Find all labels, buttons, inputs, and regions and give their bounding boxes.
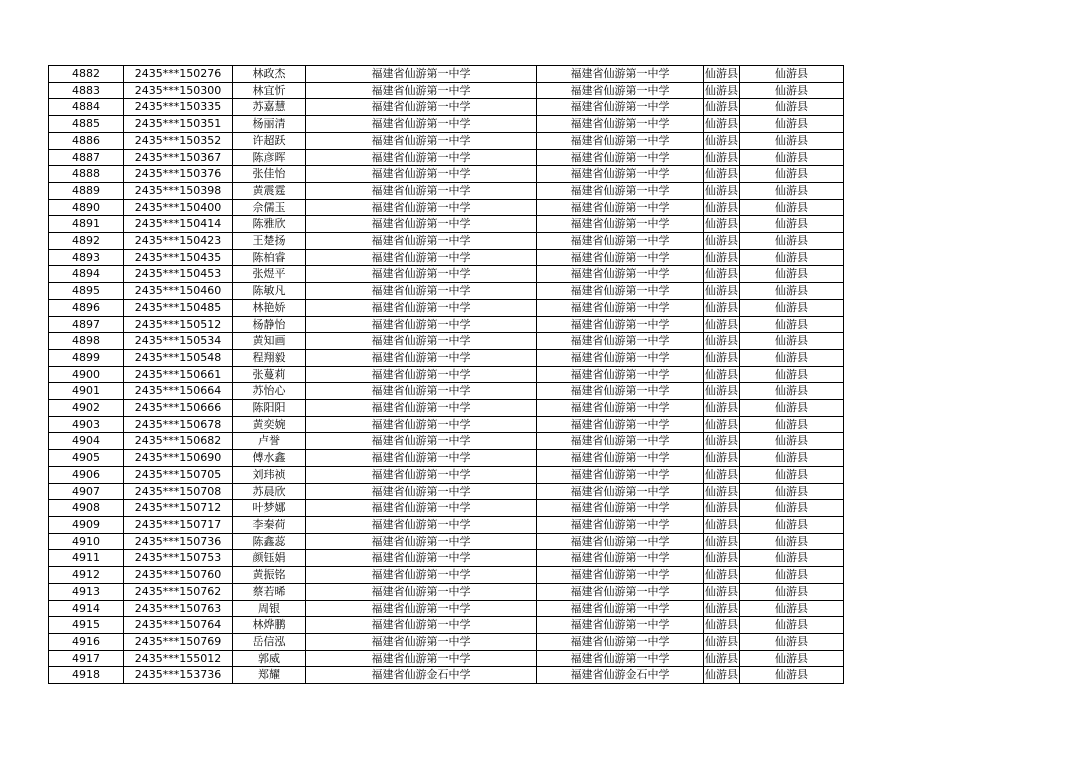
- id-cell: 2435***150760: [124, 567, 233, 584]
- county-cell-2: 仙游县: [740, 116, 844, 133]
- seq-cell: 4913: [49, 583, 124, 600]
- school-cell-2: 福建省仙游第一中学: [537, 366, 704, 383]
- id-cell: 2435***150666: [124, 400, 233, 417]
- table-row: [49, 383, 844, 400]
- school-cell-2: 福建省仙游第一中学: [537, 316, 704, 333]
- county-cell-2: 仙游县: [740, 283, 844, 300]
- county-cell: 仙游县: [704, 533, 740, 550]
- seq-cell: 4888: [49, 166, 124, 183]
- school-cell: 福建省仙游第一中学: [306, 283, 537, 300]
- name-cell: 林艳娇: [233, 299, 306, 316]
- school-cell: 福建省仙游第一中学: [306, 66, 537, 83]
- id-cell: 2435***150398: [124, 182, 233, 199]
- county-cell-2: 仙游县: [740, 166, 844, 183]
- school-cell-2: 福建省仙游第一中学: [537, 416, 704, 433]
- name-cell: 许超跃: [233, 132, 306, 149]
- seq-cell: 4900: [49, 366, 124, 383]
- school-cell: 福建省仙游第一中学: [306, 650, 537, 667]
- seq-cell: 4905: [49, 450, 124, 467]
- id-cell: 2435***150351: [124, 116, 233, 133]
- id-cell: 2435***153736: [124, 667, 233, 684]
- id-cell: 2435***150512: [124, 316, 233, 333]
- school-cell: 福建省仙游第一中学: [306, 450, 537, 467]
- county-cell: 仙游县: [704, 550, 740, 567]
- county-cell-2: 仙游县: [740, 99, 844, 116]
- table-row: [49, 366, 844, 383]
- table-row: [49, 400, 844, 417]
- name-cell: 苏嘉慧: [233, 99, 306, 116]
- id-cell: 2435***150376: [124, 166, 233, 183]
- table-row: [49, 516, 844, 533]
- table-row: [49, 633, 844, 650]
- name-cell: 蔡若晞: [233, 583, 306, 600]
- school-cell-2: 福建省仙游第一中学: [537, 99, 704, 116]
- seq-cell: 4892: [49, 233, 124, 250]
- county-cell: 仙游县: [704, 316, 740, 333]
- name-cell: 程翔毅: [233, 349, 306, 366]
- name-cell: 黄奕婉: [233, 416, 306, 433]
- id-cell: 2435***150661: [124, 366, 233, 383]
- name-cell: 卢誉: [233, 433, 306, 450]
- school-cell-2: 福建省仙游第一中学: [537, 216, 704, 233]
- table-row: [49, 567, 844, 584]
- name-cell: 张蔓莉: [233, 366, 306, 383]
- seq-cell: 4901: [49, 383, 124, 400]
- county-cell: 仙游县: [704, 216, 740, 233]
- id-cell: 2435***150736: [124, 533, 233, 550]
- id-cell: 2435***150753: [124, 550, 233, 567]
- name-cell: 张煜平: [233, 266, 306, 283]
- name-cell: 黄振铭: [233, 567, 306, 584]
- school-cell: 福建省仙游第一中学: [306, 500, 537, 517]
- id-cell: 2435***150712: [124, 500, 233, 517]
- seq-cell: 4916: [49, 633, 124, 650]
- county-cell-2: 仙游县: [740, 149, 844, 166]
- county-cell: 仙游县: [704, 416, 740, 433]
- school-cell: 福建省仙游第一中学: [306, 416, 537, 433]
- county-cell: 仙游县: [704, 433, 740, 450]
- table-row: [49, 66, 844, 83]
- school-cell: 福建省仙游第一中学: [306, 383, 537, 400]
- seq-cell: 4885: [49, 116, 124, 133]
- county-cell: 仙游县: [704, 99, 740, 116]
- school-cell-2: 福建省仙游第一中学: [537, 266, 704, 283]
- name-cell: 周银: [233, 600, 306, 617]
- county-cell-2: 仙游县: [740, 233, 844, 250]
- county-cell: 仙游县: [704, 383, 740, 400]
- table-row: [49, 283, 844, 300]
- seq-cell: 4886: [49, 132, 124, 149]
- name-cell: 陈鑫蕊: [233, 533, 306, 550]
- id-cell: 2435***150763: [124, 600, 233, 617]
- seq-cell: 4883: [49, 82, 124, 99]
- table-row: [49, 149, 844, 166]
- school-cell: 福建省仙游第一中学: [306, 149, 537, 166]
- school-cell-2: 福建省仙游第一中学: [537, 132, 704, 149]
- table-row: [49, 500, 844, 517]
- school-cell: 福建省仙游第一中学: [306, 583, 537, 600]
- table-row: [49, 99, 844, 116]
- name-cell: 颜钰娟: [233, 550, 306, 567]
- school-cell-2: 福建省仙游第一中学: [537, 116, 704, 133]
- school-cell: 福建省仙游第一中学: [306, 617, 537, 634]
- school-cell-2: 福建省仙游第一中学: [537, 333, 704, 350]
- school-cell: 福建省仙游第一中学: [306, 316, 537, 333]
- id-cell: 2435***150460: [124, 283, 233, 300]
- county-cell-2: 仙游县: [740, 199, 844, 216]
- county-cell-2: 仙游县: [740, 249, 844, 266]
- seq-cell: 4917: [49, 650, 124, 667]
- school-cell-2: 福建省仙游第一中学: [537, 567, 704, 584]
- county-cell: 仙游县: [704, 466, 740, 483]
- county-cell-2: 仙游县: [740, 533, 844, 550]
- seq-cell: 4909: [49, 516, 124, 533]
- name-cell: 李秦荷: [233, 516, 306, 533]
- school-cell: 福建省仙游第一中学: [306, 483, 537, 500]
- county-cell-2: 仙游县: [740, 516, 844, 533]
- school-cell-2: 福建省仙游第一中学: [537, 466, 704, 483]
- county-cell-2: 仙游县: [740, 349, 844, 366]
- school-cell: 福建省仙游第一中学: [306, 516, 537, 533]
- school-cell-2: 福建省仙游第一中学: [537, 199, 704, 216]
- school-cell-2: 福建省仙游第一中学: [537, 149, 704, 166]
- school-cell-2: 福建省仙游第一中学: [537, 249, 704, 266]
- table-row: [49, 650, 844, 667]
- county-cell: 仙游县: [704, 299, 740, 316]
- county-cell-2: 仙游县: [740, 333, 844, 350]
- seq-cell: 4895: [49, 283, 124, 300]
- id-cell: 2435***150276: [124, 66, 233, 83]
- id-cell: 2435***150453: [124, 266, 233, 283]
- id-cell: 2435***150300: [124, 82, 233, 99]
- table-row: [49, 450, 844, 467]
- school-cell-2: 福建省仙游第一中学: [537, 82, 704, 99]
- school-cell: 福建省仙游第一中学: [306, 466, 537, 483]
- school-cell: 福建省仙游第一中学: [306, 567, 537, 584]
- school-cell: 福建省仙游第一中学: [306, 400, 537, 417]
- seq-cell: 4891: [49, 216, 124, 233]
- table-row: [49, 600, 844, 617]
- county-cell: 仙游县: [704, 199, 740, 216]
- table-row: [49, 550, 844, 567]
- county-cell: 仙游县: [704, 166, 740, 183]
- county-cell: 仙游县: [704, 182, 740, 199]
- table-row: [49, 299, 844, 316]
- county-cell: 仙游县: [704, 483, 740, 500]
- school-cell: 福建省仙游第一中学: [306, 166, 537, 183]
- school-cell-2: 福建省仙游第一中学: [537, 433, 704, 450]
- name-cell: 陈雅欣: [233, 216, 306, 233]
- name-cell: 郑耀: [233, 667, 306, 684]
- school-cell-2: 福建省仙游第一中学: [537, 600, 704, 617]
- name-cell: 黄知画: [233, 333, 306, 350]
- county-cell-2: 仙游县: [740, 450, 844, 467]
- county-cell-2: 仙游县: [740, 316, 844, 333]
- table-row: [49, 667, 844, 684]
- county-cell-2: 仙游县: [740, 567, 844, 584]
- school-cell: 福建省仙游第一中学: [306, 533, 537, 550]
- school-cell: 福建省仙游第一中学: [306, 433, 537, 450]
- school-cell: 福建省仙游第一中学: [306, 99, 537, 116]
- school-cell-2: 福建省仙游第一中学: [537, 650, 704, 667]
- school-cell-2: 福建省仙游第一中学: [537, 450, 704, 467]
- id-cell: 2435***150485: [124, 299, 233, 316]
- county-cell-2: 仙游县: [740, 366, 844, 383]
- id-cell: 2435***150769: [124, 633, 233, 650]
- name-cell: 林政杰: [233, 66, 306, 83]
- table-row: [49, 233, 844, 250]
- school-cell-2: 福建省仙游第一中学: [537, 483, 704, 500]
- name-cell: 陈阳阳: [233, 400, 306, 417]
- table-row: [49, 166, 844, 183]
- school-cell: 福建省仙游第一中学: [306, 550, 537, 567]
- enrollment-table: [48, 65, 844, 684]
- id-cell: 2435***150764: [124, 617, 233, 634]
- table-row: [49, 116, 844, 133]
- seq-cell: 4918: [49, 667, 124, 684]
- school-cell-2: 福建省仙游第一中学: [537, 617, 704, 634]
- id-cell: 2435***150548: [124, 349, 233, 366]
- table-row: [49, 416, 844, 433]
- county-cell: 仙游县: [704, 333, 740, 350]
- seq-cell: 4912: [49, 567, 124, 584]
- school-cell: 福建省仙游第一中学: [306, 249, 537, 266]
- school-cell: 福建省仙游第一中学: [306, 132, 537, 149]
- county-cell-2: 仙游县: [740, 66, 844, 83]
- school-cell: 福建省仙游第一中学: [306, 333, 537, 350]
- county-cell-2: 仙游县: [740, 650, 844, 667]
- school-cell-2: 福建省仙游第一中学: [537, 283, 704, 300]
- name-cell: 张佳怡: [233, 166, 306, 183]
- county-cell-2: 仙游县: [740, 583, 844, 600]
- id-cell: 2435***150414: [124, 216, 233, 233]
- county-cell: 仙游县: [704, 149, 740, 166]
- county-cell: 仙游县: [704, 132, 740, 149]
- county-cell-2: 仙游县: [740, 466, 844, 483]
- id-cell: 2435***150335: [124, 99, 233, 116]
- county-cell-2: 仙游县: [740, 82, 844, 99]
- county-cell: 仙游县: [704, 116, 740, 133]
- seq-cell: 4890: [49, 199, 124, 216]
- school-cell-2: 福建省仙游第一中学: [537, 166, 704, 183]
- county-cell-2: 仙游县: [740, 182, 844, 199]
- seq-cell: 4894: [49, 266, 124, 283]
- id-cell: 2435***150705: [124, 466, 233, 483]
- county-cell-2: 仙游县: [740, 299, 844, 316]
- school-cell: 福建省仙游第一中学: [306, 299, 537, 316]
- school-cell-2: 福建省仙游第一中学: [537, 349, 704, 366]
- county-cell: 仙游县: [704, 567, 740, 584]
- seq-cell: 4902: [49, 400, 124, 417]
- school-cell: 福建省仙游第一中学: [306, 199, 537, 216]
- county-cell-2: 仙游县: [740, 550, 844, 567]
- seq-cell: 4893: [49, 249, 124, 266]
- seq-cell: 4907: [49, 483, 124, 500]
- id-cell: 2435***150717: [124, 516, 233, 533]
- seq-cell: 4904: [49, 433, 124, 450]
- table-row: [49, 316, 844, 333]
- county-cell: 仙游县: [704, 283, 740, 300]
- school-cell-2: 福建省仙游第一中学: [537, 233, 704, 250]
- table-row: [49, 249, 844, 266]
- id-cell: 2435***150367: [124, 149, 233, 166]
- table-row: [49, 466, 844, 483]
- county-cell: 仙游县: [704, 600, 740, 617]
- school-cell: 福建省仙游第一中学: [306, 233, 537, 250]
- seq-cell: 4915: [49, 617, 124, 634]
- county-cell: 仙游县: [704, 66, 740, 83]
- county-cell: 仙游县: [704, 516, 740, 533]
- table-row: [49, 182, 844, 199]
- seq-cell: 4906: [49, 466, 124, 483]
- county-cell-2: 仙游县: [740, 132, 844, 149]
- county-cell-2: 仙游县: [740, 667, 844, 684]
- table-row: [49, 533, 844, 550]
- id-cell: 2435***150423: [124, 233, 233, 250]
- county-cell-2: 仙游县: [740, 633, 844, 650]
- county-cell: 仙游县: [704, 583, 740, 600]
- seq-cell: 4914: [49, 600, 124, 617]
- county-cell-2: 仙游县: [740, 400, 844, 417]
- name-cell: 岳信泓: [233, 633, 306, 650]
- county-cell: 仙游县: [704, 349, 740, 366]
- name-cell: 杨丽清: [233, 116, 306, 133]
- name-cell: 黄震霆: [233, 182, 306, 199]
- county-cell-2: 仙游县: [740, 416, 844, 433]
- county-cell: 仙游县: [704, 617, 740, 634]
- school-cell-2: 福建省仙游第一中学: [537, 550, 704, 567]
- school-cell-2: 福建省仙游第一中学: [537, 500, 704, 517]
- seq-cell: 4899: [49, 349, 124, 366]
- table-row: [49, 433, 844, 450]
- county-cell: 仙游县: [704, 633, 740, 650]
- name-cell: 林宜忻: [233, 82, 306, 99]
- seq-cell: 4911: [49, 550, 124, 567]
- school-cell: 福建省仙游第一中学: [306, 349, 537, 366]
- county-cell-2: 仙游县: [740, 617, 844, 634]
- id-cell: 2435***150664: [124, 383, 233, 400]
- county-cell: 仙游县: [704, 650, 740, 667]
- table-row: [49, 216, 844, 233]
- county-cell: 仙游县: [704, 667, 740, 684]
- id-cell: 2435***150435: [124, 249, 233, 266]
- id-cell: 2435***150708: [124, 483, 233, 500]
- county-cell-2: 仙游县: [740, 483, 844, 500]
- table-row: [49, 266, 844, 283]
- school-cell-2: 福建省仙游第一中学: [537, 533, 704, 550]
- school-cell: 福建省仙游第一中学: [306, 182, 537, 199]
- school-cell: 福建省仙游第一中学: [306, 633, 537, 650]
- name-cell: 陈彦晖: [233, 149, 306, 166]
- school-cell-2: 福建省仙游金石中学: [537, 667, 704, 684]
- name-cell: 苏晨欣: [233, 483, 306, 500]
- county-cell: 仙游县: [704, 450, 740, 467]
- school-cell: 福建省仙游金石中学: [306, 667, 537, 684]
- school-cell: 福建省仙游第一中学: [306, 366, 537, 383]
- id-cell: 2435***150762: [124, 583, 233, 600]
- seq-cell: 4884: [49, 99, 124, 116]
- table-row: [49, 82, 844, 99]
- county-cell: 仙游县: [704, 500, 740, 517]
- name-cell: 刘玮祯: [233, 466, 306, 483]
- id-cell: 2435***150682: [124, 433, 233, 450]
- id-cell: 2435***150690: [124, 450, 233, 467]
- name-cell: 杨静怡: [233, 316, 306, 333]
- school-cell: 福建省仙游第一中学: [306, 216, 537, 233]
- name-cell: 王楚扬: [233, 233, 306, 250]
- id-cell: 2435***150400: [124, 199, 233, 216]
- table-row: [49, 617, 844, 634]
- id-cell: 2435***150678: [124, 416, 233, 433]
- table-row: [49, 132, 844, 149]
- seq-cell: 4910: [49, 533, 124, 550]
- seq-cell: 4896: [49, 299, 124, 316]
- county-cell: 仙游县: [704, 233, 740, 250]
- school-cell: 福建省仙游第一中学: [306, 266, 537, 283]
- seq-cell: 4897: [49, 316, 124, 333]
- seq-cell: 4898: [49, 333, 124, 350]
- table-row: [49, 199, 844, 216]
- county-cell-2: 仙游县: [740, 216, 844, 233]
- county-cell: 仙游县: [704, 400, 740, 417]
- school-cell-2: 福建省仙游第一中学: [537, 516, 704, 533]
- county-cell: 仙游县: [704, 266, 740, 283]
- county-cell: 仙游县: [704, 249, 740, 266]
- name-cell: 郭威: [233, 650, 306, 667]
- school-cell-2: 福建省仙游第一中学: [537, 299, 704, 316]
- county-cell-2: 仙游县: [740, 500, 844, 517]
- seq-cell: 4882: [49, 66, 124, 83]
- seq-cell: 4903: [49, 416, 124, 433]
- table-row: [49, 583, 844, 600]
- county-cell-2: 仙游县: [740, 383, 844, 400]
- county-cell: 仙游县: [704, 366, 740, 383]
- school-cell-2: 福建省仙游第一中学: [537, 583, 704, 600]
- id-cell: 2435***150534: [124, 333, 233, 350]
- school-cell-2: 福建省仙游第一中学: [537, 383, 704, 400]
- school-cell-2: 福建省仙游第一中学: [537, 400, 704, 417]
- county-cell-2: 仙游县: [740, 600, 844, 617]
- name-cell: 林烨鹏: [233, 617, 306, 634]
- school-cell: 福建省仙游第一中学: [306, 600, 537, 617]
- table-row: [49, 349, 844, 366]
- table-body: [49, 66, 844, 684]
- county-cell-2: 仙游县: [740, 433, 844, 450]
- name-cell: 傅水鑫: [233, 450, 306, 467]
- seq-cell: 4908: [49, 500, 124, 517]
- name-cell: 叶梦娜: [233, 500, 306, 517]
- school-cell-2: 福建省仙游第一中学: [537, 66, 704, 83]
- school-cell-2: 福建省仙游第一中学: [537, 633, 704, 650]
- county-cell: 仙游县: [704, 82, 740, 99]
- seq-cell: 4889: [49, 182, 124, 199]
- school-cell: 福建省仙游第一中学: [306, 116, 537, 133]
- name-cell: 陈柏睿: [233, 249, 306, 266]
- name-cell: 佘儒玉: [233, 199, 306, 216]
- table-row: [49, 333, 844, 350]
- school-cell: 福建省仙游第一中学: [306, 82, 537, 99]
- name-cell: 苏怡心: [233, 383, 306, 400]
- seq-cell: 4887: [49, 149, 124, 166]
- name-cell: 陈敏凡: [233, 283, 306, 300]
- county-cell-2: 仙游县: [740, 266, 844, 283]
- school-cell-2: 福建省仙游第一中学: [537, 182, 704, 199]
- id-cell: 2435***155012: [124, 650, 233, 667]
- table-row: [49, 483, 844, 500]
- id-cell: 2435***150352: [124, 132, 233, 149]
